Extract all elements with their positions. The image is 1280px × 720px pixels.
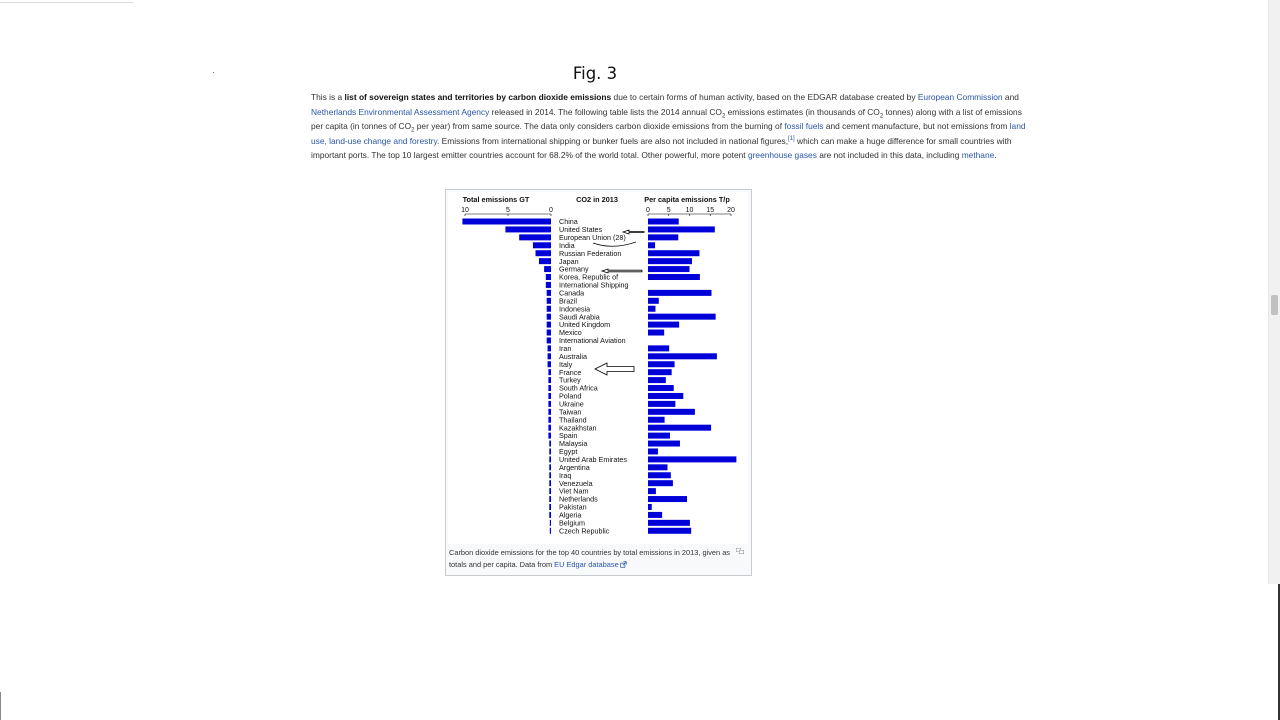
per-capita-bar (648, 234, 678, 240)
intro-text: due to certain forms of human activity, based on the EDGAR database created by (611, 92, 918, 102)
subscript: 2 (879, 113, 884, 120)
intro-text: are not included in this data, including (816, 150, 962, 161)
vertical-scrollbar[interactable] (1268, 0, 1280, 584)
total-emissions-bar (548, 417, 551, 423)
arrow-united-states (623, 230, 644, 234)
total-emissions-bar (548, 361, 551, 367)
total-emissions-bar (548, 409, 551, 415)
per-capita-bar (648, 496, 687, 502)
total-emissions-bar (548, 401, 551, 407)
total-emissions-bar (547, 290, 551, 296)
total-emissions-bar (547, 337, 551, 343)
per-capita-bar (648, 433, 670, 439)
right-tick-label: 10 (685, 207, 694, 214)
per-capita-bar (648, 488, 656, 494)
methane-link[interactable]: methane (961, 150, 995, 161)
reference-link[interactable]: [1] (788, 135, 795, 142)
country-label: Malaysia (559, 439, 588, 449)
per-capita-bar (648, 456, 736, 462)
country-label: United Arab Emirates (559, 455, 627, 464)
per-capita-bar (648, 441, 680, 447)
country-label: Belgium (559, 518, 585, 528)
total-emissions-bar (549, 456, 551, 462)
per-capita-bar (648, 314, 716, 320)
country-label: Italy (559, 359, 573, 369)
total-emissions-bar (519, 234, 551, 240)
country-label: International Shipping (559, 280, 629, 290)
figure-label: Fig. 3 (572, 64, 618, 83)
figure-caption (449, 547, 739, 570)
per-capita-bar (648, 298, 659, 304)
per-capita-bar (648, 480, 673, 486)
total-emissions-bar (536, 250, 551, 256)
per-capita-bar (648, 361, 675, 367)
country-label: Thailand (559, 415, 587, 425)
enlarge-icon[interactable] (736, 548, 744, 554)
subscript: 2 (411, 127, 415, 134)
per-capita-bar (648, 226, 715, 232)
country-label: Poland (559, 391, 582, 401)
total-emissions-bar (549, 448, 551, 454)
per-capita-bar (648, 345, 669, 351)
total-emissions-bar (533, 242, 551, 248)
emissions-chart[interactable] (448, 192, 748, 544)
country-label: Kazakhstan (559, 423, 597, 433)
figure-thumbnail (445, 189, 752, 576)
total-emissions-bar (505, 226, 551, 232)
country-label: Iran (559, 343, 572, 353)
per-capita-bar (648, 290, 711, 296)
country-label: Japan (559, 256, 579, 266)
per-capita-bar (648, 417, 665, 423)
intro-text: emissions estimates (in thousands of CO (725, 106, 880, 117)
intro-bold-term: list of sovereign states and territories by carbon dioxide emissions (344, 92, 612, 102)
total-emissions-bar (549, 496, 551, 502)
country-label: Egypt (559, 447, 578, 457)
per-capita-bar (648, 219, 679, 225)
per-capita-bar (648, 377, 666, 383)
intro-text: which can make a huge difference for small countries with important ports. The top 10 largest emitter countries account for 68.2% of the world total. Other powerful, more potent (311, 135, 1012, 161)
intro-text: released in 2014. The following table lists the 2014 annual CO (489, 106, 722, 117)
country-label: France (559, 367, 582, 377)
per-capita-bar (648, 369, 672, 375)
caption-text: Carbon dioxide emissions for the top 40 countries by total emissions in 2013, given as totals and per capita. Data from (449, 548, 730, 569)
country-label: Mexico (559, 328, 582, 338)
left-tick-label: 5 (506, 207, 510, 214)
right-tick-label: 20 (727, 207, 735, 214)
total-emissions-bar (548, 385, 551, 391)
per-capita-bar (648, 250, 699, 256)
center-title: CO2 in 2013 (576, 195, 618, 204)
country-label: Taiwan (559, 407, 582, 417)
intro-text: This is a (311, 92, 345, 102)
total-emissions-bar (548, 353, 551, 359)
total-emissions-bar (550, 528, 551, 534)
land-use-link[interactable]: land use, land-use change and forestry (311, 121, 1026, 146)
country-label: Australia (559, 351, 587, 361)
right-tick-label: 0 (646, 207, 650, 214)
per-capita-bar (648, 401, 675, 407)
intro-text: and cement manufacture, but not emissions from (823, 121, 1010, 132)
edgar-database-link[interactable]: EU Edgar database (554, 559, 619, 569)
arrow-european-union (593, 242, 636, 246)
scrollbar-thumb[interactable] (1271, 295, 1278, 315)
per-capita-bar (648, 322, 679, 328)
country-label: Iraq (559, 470, 572, 480)
total-emissions-bar (548, 433, 551, 439)
country-label: Netherlands (559, 494, 598, 504)
country-label: European Union (28) (559, 232, 626, 242)
per-capita-bar (648, 330, 664, 336)
per-capita-bar (648, 520, 690, 526)
total-emissions-bar (550, 520, 551, 526)
total-emissions-bar (547, 306, 551, 312)
left-tick-label: 0 (549, 207, 553, 214)
total-emissions-bar (539, 258, 551, 264)
total-emissions-bar (548, 377, 551, 383)
per-capita-bar (648, 393, 683, 399)
external-link-icon (620, 561, 627, 568)
total-emissions-bar (549, 488, 551, 494)
per-capita-bar (648, 472, 671, 478)
country-label: Saudi Arabia (559, 312, 600, 322)
country-label: Venezuela (559, 478, 593, 488)
total-emissions-bar (548, 425, 551, 431)
per-capita-bar (648, 353, 717, 359)
per-capita-bar (648, 504, 652, 510)
country-label: China (559, 217, 578, 227)
total-emissions-bar (549, 472, 551, 478)
intro-text: tonnes) along with a list of emissions per capita (in tonnes of CO (311, 106, 1022, 132)
left-tick-label: 10 (461, 207, 469, 214)
intro-text: . Emissions from international shipping or bunker fuels are also not included in national figures, (437, 135, 789, 146)
per-capita-bar (648, 425, 711, 431)
total-emissions-bar (547, 322, 551, 328)
country-label: Indonesia (559, 304, 591, 314)
fossil-fuels-link[interactable]: fossil fuels (784, 121, 824, 132)
right-axis-title: Per capita emissions T/p (644, 195, 730, 204)
arrow-italy-france (595, 363, 634, 375)
top-left-edge (0, 0, 133, 3)
per-capita-bar (648, 258, 692, 264)
total-emissions-bar (548, 369, 551, 375)
right-tick-label: 15 (706, 207, 715, 214)
country-label: United States (559, 225, 603, 235)
total-emissions-bar (544, 266, 551, 272)
intro-text: . (994, 150, 997, 161)
total-emissions-bar (547, 330, 551, 336)
intro-text: per year) from same source. The data only considers carbon dioxide emissions from the burning of (414, 121, 785, 132)
per-capita-bar (648, 528, 691, 534)
country-label: Russian Federation (559, 248, 622, 258)
country-label: India (559, 240, 575, 250)
total-emissions-bar (548, 345, 551, 351)
per-capita-bar (648, 385, 674, 391)
total-emissions-bar (549, 504, 551, 510)
neaa-link[interactable]: Netherlands Environmental Assessment Agency (311, 106, 490, 117)
total-emissions-bar (549, 464, 551, 470)
per-capita-bar (648, 242, 655, 248)
total-emissions-bar (546, 274, 551, 280)
window-edge (0, 692, 1, 720)
country-label: Brazil (559, 296, 577, 306)
country-label: Viet Nam (559, 486, 589, 496)
country-label: Algeria (559, 510, 582, 520)
country-label: Pakistan (559, 502, 587, 512)
greenhouse-gases-link[interactable]: greenhouse gases (747, 150, 817, 161)
per-capita-bar (648, 266, 690, 272)
country-label: Canada (559, 288, 585, 298)
arrow-germany (602, 269, 642, 273)
per-capita-bar (648, 464, 668, 470)
subscript: 2 (721, 113, 726, 120)
total-emissions-bar (462, 219, 551, 225)
total-emissions-bar (546, 282, 551, 288)
total-emissions-bar (548, 393, 551, 399)
country-label: Argentina (559, 462, 590, 472)
per-capita-bar (648, 512, 662, 518)
intro-text: and (1002, 92, 1019, 102)
per-capita-bar (648, 306, 655, 312)
total-emissions-bar (549, 480, 551, 486)
country-label: Germany (559, 264, 589, 274)
intro-paragraph (311, 90, 1027, 163)
left-axis-title: Total emissions GT (462, 195, 530, 204)
total-emissions-bar (547, 298, 551, 304)
country-label: International Aviation (559, 336, 626, 346)
country-label: Turkey (559, 375, 581, 385)
country-label: Ukraine (559, 399, 584, 409)
right-tick-label: 5 (666, 207, 671, 214)
total-emissions-bar (549, 441, 551, 447)
country-label: Spain (559, 431, 578, 441)
per-capita-bar (648, 448, 658, 454)
country-label: United Kingdom (559, 320, 611, 330)
total-emissions-bar (549, 512, 551, 518)
country-label: Korea, Republic of (559, 272, 619, 282)
european-commission-link[interactable]: European Commission (917, 92, 1003, 102)
country-label: South Africa (559, 383, 598, 393)
total-emissions-bar (547, 314, 551, 320)
per-capita-bar (648, 409, 695, 415)
per-capita-bar (648, 274, 700, 280)
country-label: Czech Republic (559, 526, 610, 536)
